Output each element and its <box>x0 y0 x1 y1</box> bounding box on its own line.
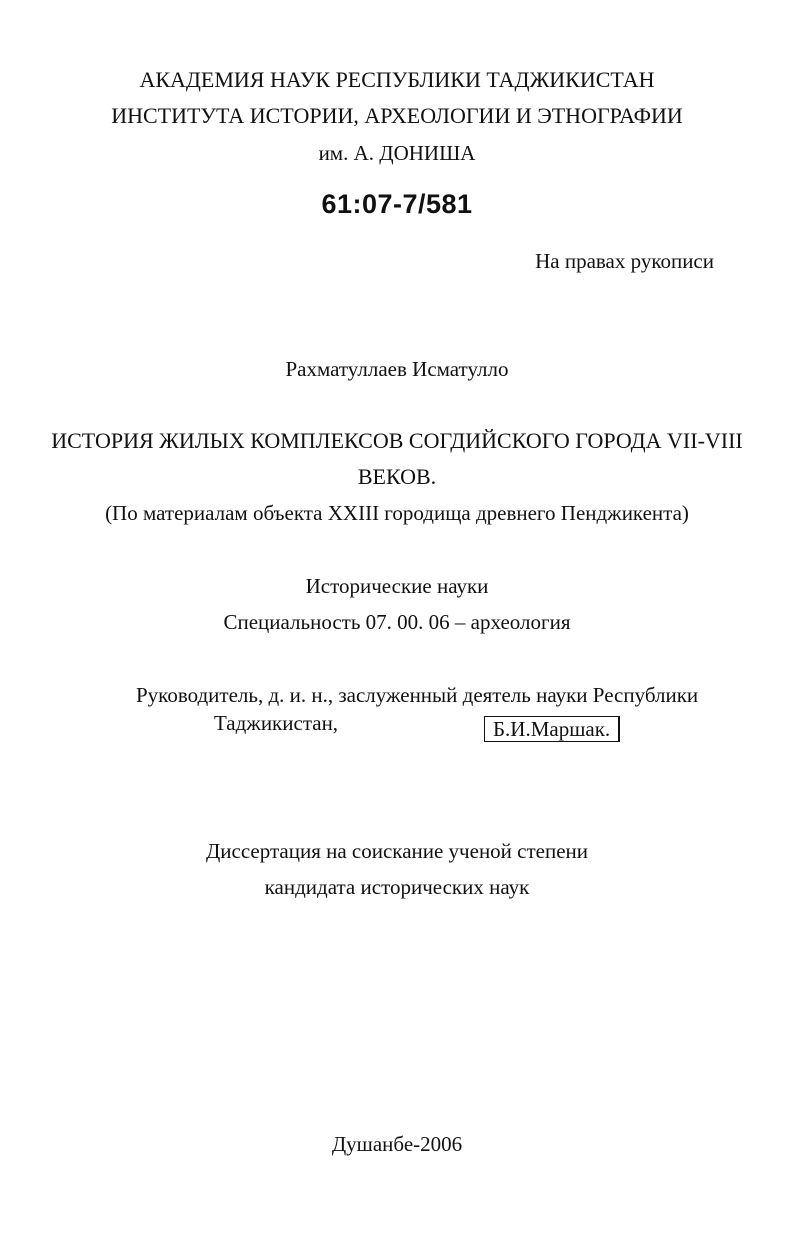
dissertation-degree-line-1: Диссертация на соискание ученой степени <box>205 839 589 863</box>
institute-named-after: им. А. ДОНИША <box>318 141 476 165</box>
manuscript-note: На правах рукописи <box>535 249 714 273</box>
supervisor-line-2: Таджикистан, <box>214 711 339 735</box>
science-field: Исторические науки <box>305 574 489 598</box>
place-and-year: Душанбе-2006 <box>331 1132 463 1156</box>
author-name: Рахматуллаев Исматулло <box>285 357 509 381</box>
supervisor-line-1: Руководитель, д. и. н., заслуженный деятель науки Республики <box>136 683 699 707</box>
dissertation-title-line-2: ВЕКОВ. <box>357 464 437 489</box>
supervisor-name-box: Б.И.Маршак. <box>484 716 620 742</box>
institute-name: ИНСТИТУТА ИСТОРИИ, АРХЕОЛОГИИ И ЭТНОГРАФИИ <box>111 103 683 128</box>
dissertation-subtitle: (По материалам объекта XXIII городища древнего Пенджикента) <box>105 501 689 525</box>
catalog-code: 61:07-7/581 <box>321 189 473 219</box>
dissertation-degree-line-2: кандидата исторических наук <box>264 875 530 899</box>
dissertation-title-line-1: ИСТОРИЯ ЖИЛЫХ КОМПЛЕКСОВ СОГДИЙСКОГО ГОРОДА VII-VIII <box>51 428 743 453</box>
specialty: Специальность 07. 00. 06 – археология <box>223 610 571 634</box>
academy-name: АКАДЕМИЯ НАУК РЕСПУБЛИКИ ТАДЖИКИСТАН <box>139 67 655 92</box>
